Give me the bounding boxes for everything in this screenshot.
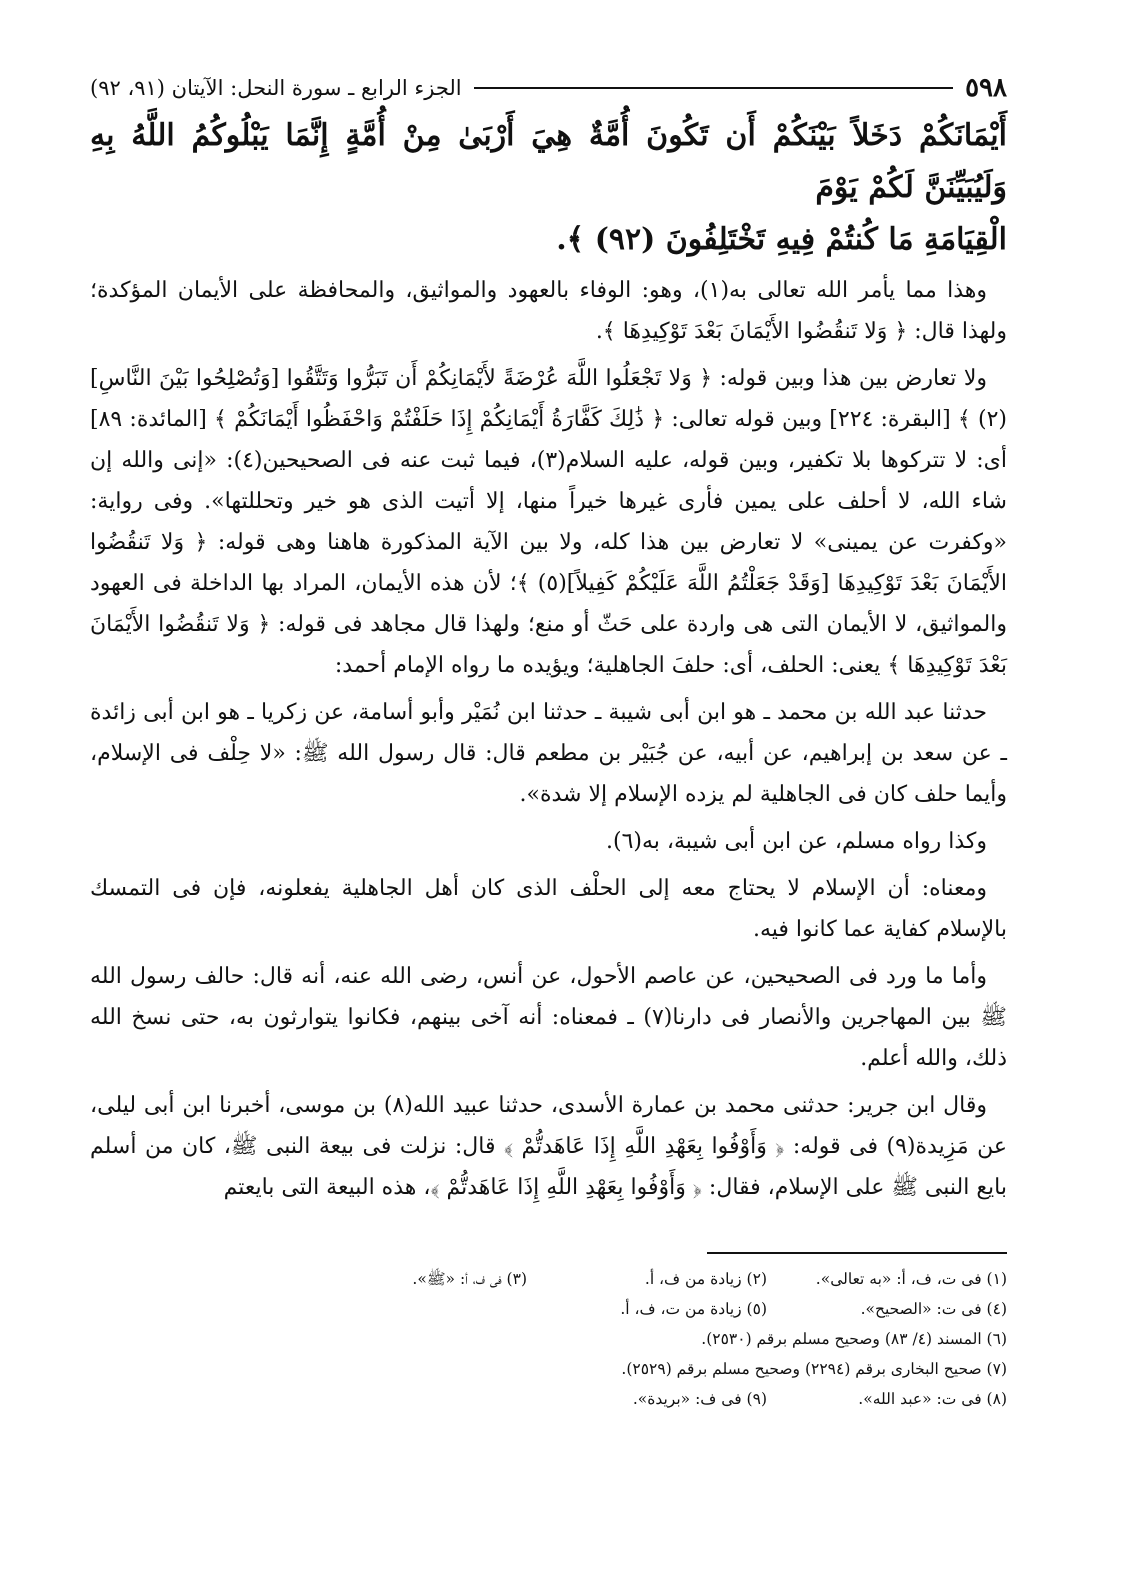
footnote-6: (٦) المسند (٤/ ٨٣) وصحيح مسلم برقم (٢٥٣٠).: [701, 1330, 1007, 1348]
footnote-5: (٥) زيادة من ت، ف، أ.: [620, 1300, 767, 1318]
footnote-row: [150, 1294, 1007, 1324]
footnote-2: (٢) زيادة من ف، أ.: [644, 1270, 767, 1288]
paragraph-5: ومعناه: أن الإسلام لا يحتاج معه إلى الحلْف الذى كان أهل الجاهلية يفعلونه، فإن فى التمسك بالإسلام كفاية عما كانوا فيه.: [90, 876, 1007, 942]
verse-line-2: الْقِيَامَةِ مَا كُنتُمْ فِيهِ تَخْتَلِفُونَ (٩٢) ﴾.: [556, 222, 1007, 257]
paragraph-2: ولا تعارض بين هذا وبين قوله: ﴿ وَلا تَجْعَلُوا اللَّهَ عُرْضَةً لأَيْمَانِكُمْ أَن تَبَرُّوا وَتَتَّقُوا [وَتُصْلِحُوا بَيْنَ النَّاسِ](٢) ﴾ [البقرة: ٢٢٤] وبين قوله تعالى: ﴿ ذَٰلِكَ كَفَّارَةُ أَيْمَانِكُمْ إِذَا حَلَفْتُمْ وَاحْفَظُوا أَيْمَانَكُمْ ﴾ [المائدة: ٨٩] أى: لا تتركوها بلا تكفير، وبين قوله، عليه السلام(٣)، فيما ثبت عنه فى الصحيحين(٤): «إنى والله إن شاء الله، لا أحلف على يمين فأرى غيرها خيراً منها، إلا أتيت الذى هو خير وتحللتها». وفى رواية: «وكفرت عن يمينى» لا تعارض بين هذا كله، ولا بين الآية المذكورة هاهنا وهى قوله: ﴿ وَلا تَنقُضُوا الأَيْمَانَ بَعْدَ تَوْكِيدِهَا [وَقَدْ جَعَلْتُمُ اللَّهَ عَلَيْكُمْ كَفِيلاً](٥) ﴾؛ لأن هذه الأيمان، المراد بها الداخلة فى العهود والمواثيق، لا الأيمان التى هى واردة على حَثّ أو منع؛ ولهذا قال مجاهد فى قوله: ﴿ وَلا تَنقُضُوا الأَيْمَانَ بَعْدَ تَوْكِيدِهَا ﴾ يعنى: الحلف، أى: حلفَ الجاهلية؛ ويؤيده ما رواه الإمام أحمد:: [90, 366, 1008, 678]
paragraph-6: وأما ما ورد فى الصحيحين، عن عاصم الأحول، عن أنس، رضى الله عنه، أنه قال: حالف رسول الله ﷺ بين المهاجرين والأنصار فى دارنا(٧) ـ فمعناه: أنه آخى بينهم، فكانوا يتوارثون به، حتى نسخ الله ذلك، والله أعلم.: [90, 964, 1007, 1071]
header-rule: [474, 87, 953, 89]
footnote-9: (٩) فى ف: «بريدة».: [632, 1390, 767, 1408]
footnote-8: (٨) فى ت: «عبد الله».: [858, 1390, 1007, 1408]
paragraph-4: وكذا رواه مسلم، عن ابن أبى شيبة، به(٦).: [606, 829, 987, 854]
footnote-7: (٧) صحيح البخارى برقم (٢٢٩٤) وصحيح مسلم برقم (٢٥٢٩).: [621, 1360, 1007, 1378]
footnote-row: [150, 1384, 1007, 1414]
verse-line-1: أَيْمَانَكُمْ دَخَلاً بَيْنَكُمْ أَن تَكُونَ أُمَّةٌ هِيَ أَرْبَىٰ مِنْ أُمَّةٍ إِنَّمَا يَبْلُوكُمُ اللَّهُ بِهِ وَلَيُبَيِّنَنَّ لَكُمْ يَوْمَ: [90, 118, 1007, 205]
footnote-row: [150, 1354, 1007, 1384]
footnote-4: (٤) فى ت: «الصحيح».: [860, 1300, 1007, 1318]
quran-verse-block: [90, 110, 1007, 266]
paragraph-3: حدثنا عبد الله بن محمد ـ هو ابن أبى شيبة ـ حدثنا ابن نُمَيْر وأبو أسامة، عن زكريا ـ هو ابن أبى زائدة ـ عن سعد بن إبراهيم، عن أبيه، عن جُبَيْر بن مطعم قال: قال رسول الله ﷺ: «لا حِلْف فى الإسلام، وأيما حلف كان فى الجاهلية لم يزده الإسلام إلا شدة».: [90, 700, 1007, 807]
page-number: ٥٩٨: [965, 73, 1007, 103]
running-header: [90, 68, 1007, 108]
page-body: [90, 110, 1007, 1214]
footnote-row: [150, 1324, 1007, 1354]
footnote-1: (١) فى ت، ف، أ: «به تعالى».: [815, 1270, 1007, 1288]
footnotes: [150, 1264, 1007, 1414]
running-title: الجزء الرابع ـ سورة النحل: الآيتان (٩١، ٩٢): [90, 76, 462, 100]
paragraph-7: وقال ابن جرير: حدثنى محمد بن عمارة الأسدى، حدثنا عبيد الله(٨) بن موسى، أخبرنا ابن أبى ليلى، عن مَزِيدة(٩) فى قوله: ﴿ وَأَوْفُوا بِعَهْدِ اللَّهِ إِذَا عَاهَدتُّمْ ﴾ قال: نزلت فى بيعة النبى ﷺ، كان من أسلم بايع النبى ﷺ على الإسلام، فقال: ﴿ وَأَوْفُوا بِعَهْدِ اللَّهِ إِذَا عَاهَدتُّمْ ﴾، هذه البيعة التى بايعتم: [90, 1093, 1007, 1200]
paragraph-1: وهذا مما يأمر الله تعالى به(١)، وهو: الوفاء بالعهود والمواثيق، والمحافظة على الأيمان المؤكدة؛ ولهذا قال: ﴿ وَلا تَنقُضُوا الأَيْمَانَ بَعْدَ تَوْكِيدِهَا ﴾.: [90, 278, 1007, 344]
footnote-row: [150, 1264, 1007, 1294]
footnote-divider: [707, 1252, 1007, 1254]
footnote-3: (٣) فى ف، أ: «ﷺ».: [412, 1270, 527, 1288]
